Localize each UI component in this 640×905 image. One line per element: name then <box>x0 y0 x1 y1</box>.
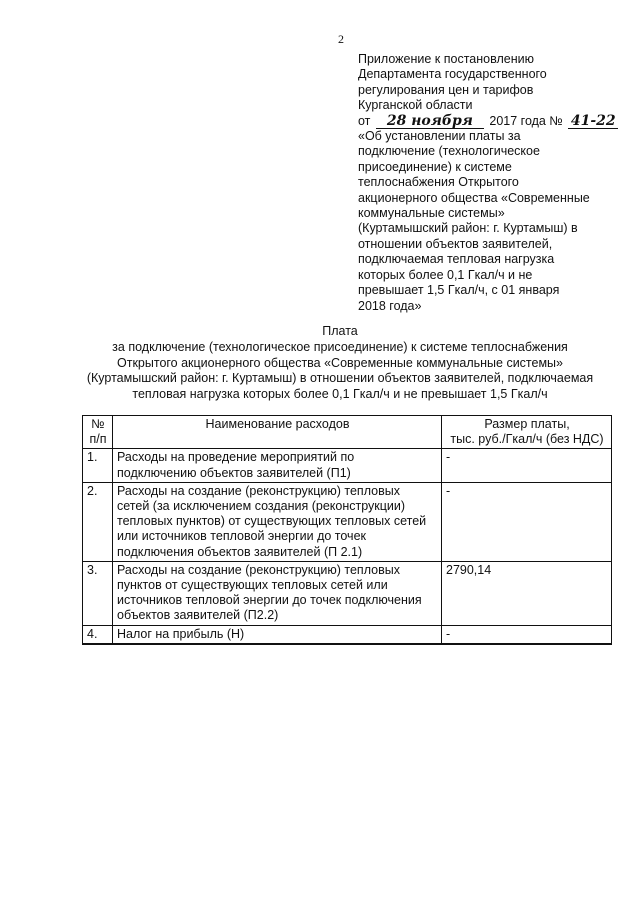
appendix-line: которых более 0,1 Гкал/ч и не <box>358 267 533 282</box>
appendix-line: теплоснабжения Открытого <box>358 175 519 190</box>
appendix-line: Департамента государственного <box>358 67 547 82</box>
appendix-line: «Об установлении платы за <box>358 129 521 144</box>
row-value: - <box>442 449 612 482</box>
appendix-line: (Куртамышский район: г. Куртамыш) в <box>358 221 578 236</box>
appendix-line: Приложение к постановлению <box>358 52 534 66</box>
row-name: Налог на прибыль (Н) <box>113 625 442 644</box>
row-num: 2. <box>83 482 113 561</box>
resolution-date-line <box>358 114 628 129</box>
appendix-line: 2018 года» <box>358 298 422 313</box>
heading-title: Плата <box>322 324 358 338</box>
row-num: 3. <box>83 561 113 625</box>
row-num: 1. <box>83 449 113 482</box>
heading-line: (Куртамышский район: г. Куртамыш) в отношении объектов заявителей, подключаемая <box>86 371 594 386</box>
appendix-line: коммунальные системы» <box>358 206 505 221</box>
row-name: Расходы на проведение мероприятий по подключению объектов заявителей (П1) <box>113 449 442 482</box>
header-num: № п/п <box>83 416 113 449</box>
appendix-line: присоединение) к системе <box>358 159 512 174</box>
table-row <box>83 561 612 625</box>
row-value: 2790,14 <box>442 561 612 625</box>
row-value: - <box>442 482 612 561</box>
cost-table <box>82 415 612 645</box>
appendix-line: отношении объектов заявителей, <box>358 236 553 251</box>
appendix-line: превышает 1,5 Гкал/ч, с 01 января <box>358 283 560 298</box>
appendix-block <box>358 52 628 314</box>
row-name: Расходы на создание (реконструкцию) тепловых пунктов от существующих тепловых сетей или источников тепловой энергии до точек подключения объектов заявителей (П2.2) <box>113 561 442 625</box>
table-row <box>83 449 612 482</box>
table-header-row <box>83 416 612 449</box>
date-year: 2017 года № <box>489 113 563 128</box>
table-row <box>83 482 612 561</box>
header-name: Наименование расходов <box>113 416 442 449</box>
handwritten-number: 41-22 <box>568 114 618 129</box>
appendix-line: подключаемая тепловая нагрузка <box>358 252 555 267</box>
heading-line: Открытого акционерного общества «Современные коммунальные системы» <box>117 355 563 370</box>
table-row <box>83 625 612 644</box>
page-number: 2 <box>338 32 344 46</box>
row-num: 4. <box>83 625 113 644</box>
appendix-line: акционерного общества «Современные <box>358 190 590 205</box>
appendix-line: Курганской области <box>358 98 473 113</box>
heading-line: за подключение (технологическое присоединение) к системе теплоснабжения <box>112 339 568 354</box>
header-size: Размер платы, тыс. руб./Гкал/ч (без НДС) <box>442 416 612 449</box>
date-prefix: от <box>358 113 371 128</box>
row-value: - <box>442 625 612 644</box>
document-heading <box>40 324 640 403</box>
heading-line: тепловая нагрузка которых более 0,1 Гкал/ч и не превышает 1,5 Гкал/ч <box>132 387 548 402</box>
appendix-line: подключение (технологическое <box>358 144 540 159</box>
row-name: Расходы на создание (реконструкцию) тепловых сетей (за исключением создания (реконструкции) тепловых пунктов) от существующих тепловых сетей или источников тепловой энергии до точек подключения объектов заявителей (П 2.1) <box>113 482 442 561</box>
appendix-line: регулирования цен и тарифов <box>358 82 534 97</box>
handwritten-date: 28 ноября <box>376 114 484 129</box>
